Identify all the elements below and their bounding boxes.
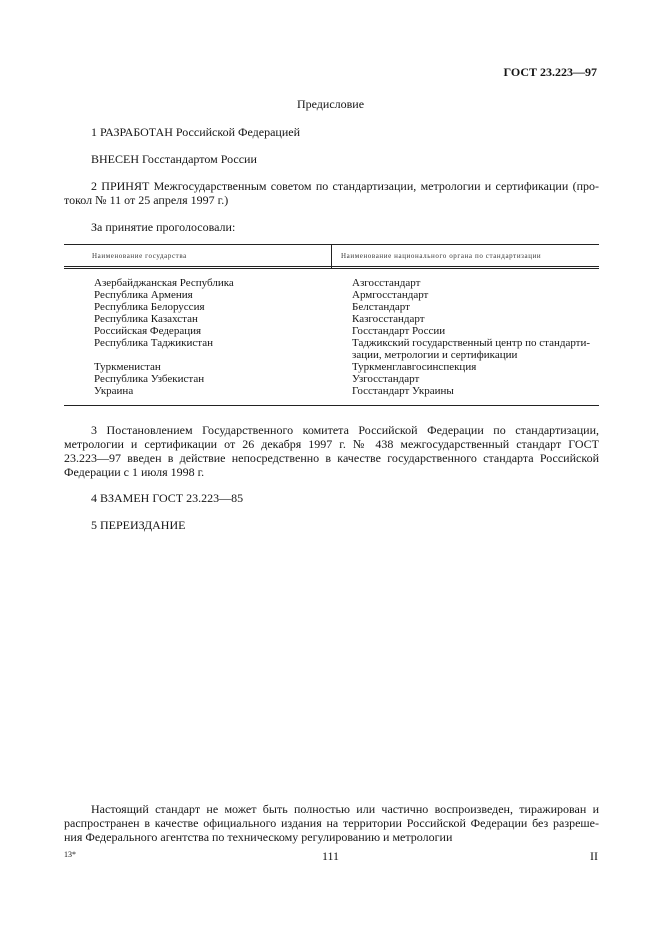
roman-page-number: II bbox=[590, 849, 598, 863]
page-title: Предисловие bbox=[296, 97, 365, 111]
notice-line-3: ния Федерального агентства по техническому регулированию и метрологии bbox=[64, 830, 453, 844]
table-cell-body: Армгосстандарт bbox=[352, 289, 429, 301]
table-cell-body: Таджикский государственный центр по стандарти- bbox=[352, 337, 591, 349]
paragraph-3-line-3: 23.223—97 введен в действие непосредственно в качестве государственного стандарта Российской bbox=[64, 451, 599, 465]
table-cell-state: Российская Федерация bbox=[94, 325, 202, 337]
page-number: 111 bbox=[321, 849, 340, 863]
table-cell-body: Казгосстандарт bbox=[352, 313, 425, 325]
table-column-divider bbox=[331, 244, 332, 268]
table-cell-state: Республика Белоруссия bbox=[94, 301, 205, 313]
table-cell-body: Белстандарт bbox=[352, 301, 410, 313]
paragraph-3-line-4: Федерации с 1 июля 1998 г. bbox=[64, 465, 205, 479]
paragraph-2-line-1: 2 ПРИНЯТ Межгосударственным советом по стандартизации, метрологии и сертификации (про- bbox=[91, 179, 599, 193]
paragraph-1: 1 РАЗРАБОТАН Российской Федерацией bbox=[91, 125, 300, 139]
paragraph-5: 5 ПЕРЕИЗДАНИЕ bbox=[91, 518, 186, 532]
table-cell-state: Республика Узбекистан bbox=[94, 373, 205, 385]
paragraph-3-line-1: 3 Постановлением Государственного комитета Российской Федерации по стандартизации, bbox=[91, 423, 599, 437]
document-number: ГОСТ 23.223—97 bbox=[503, 65, 597, 79]
voted-label: За принятие проголосовали: bbox=[91, 220, 236, 234]
notice-line-2: распространен в качестве официального издания на территории Российской Федерации без разреше- bbox=[64, 816, 599, 830]
table-cell-state: Республика Армения bbox=[94, 289, 193, 301]
table-cell-body: Госстандарт России bbox=[352, 325, 446, 337]
column-header-body: Наименование национального органа по стандартизации bbox=[341, 252, 542, 260]
table-cell-state: Республика Таджикистан bbox=[94, 337, 213, 349]
table-cell-body: Туркменглавгосинспекция bbox=[352, 361, 477, 373]
table-cell-body: Азгосстандарт bbox=[352, 277, 421, 289]
table-cell-state: Республика Казахстан bbox=[94, 313, 198, 325]
paragraph-2-line-2: токол № 11 от 25 апреля 1997 г.) bbox=[64, 193, 229, 207]
table-cell-body-continued: зации, метрологии и сертификации bbox=[352, 349, 518, 361]
paragraph-1b: ВНЕСЕН Госстандартом России bbox=[91, 152, 257, 166]
table-cell-body: Узгосстандарт bbox=[352, 373, 420, 385]
table-cell-state: Азербайджанская Республика bbox=[94, 277, 234, 289]
table-cell-body: Госстандарт Украины bbox=[352, 385, 454, 397]
paragraph-3-line-2: метрологии и сертификации от 26 декабря 1997 г. № 438 межгосударственный стандарт ГОСТ bbox=[64, 437, 599, 451]
paragraph-4: 4 ВЗАМЕН ГОСТ 23.223—85 bbox=[91, 491, 244, 505]
column-header-state: Наименование государства bbox=[92, 252, 187, 260]
table-header-rule-2 bbox=[64, 268, 599, 269]
table-bottom-rule bbox=[64, 405, 599, 406]
table-cell-state: Украина bbox=[94, 385, 134, 397]
table-cell-state: Туркменистан bbox=[94, 361, 161, 373]
notice-line-1: Настоящий стандарт не может быть полностью или частично воспроизведен, тиражирован и bbox=[91, 802, 599, 816]
footer-signature-mark: 13* bbox=[64, 850, 76, 859]
